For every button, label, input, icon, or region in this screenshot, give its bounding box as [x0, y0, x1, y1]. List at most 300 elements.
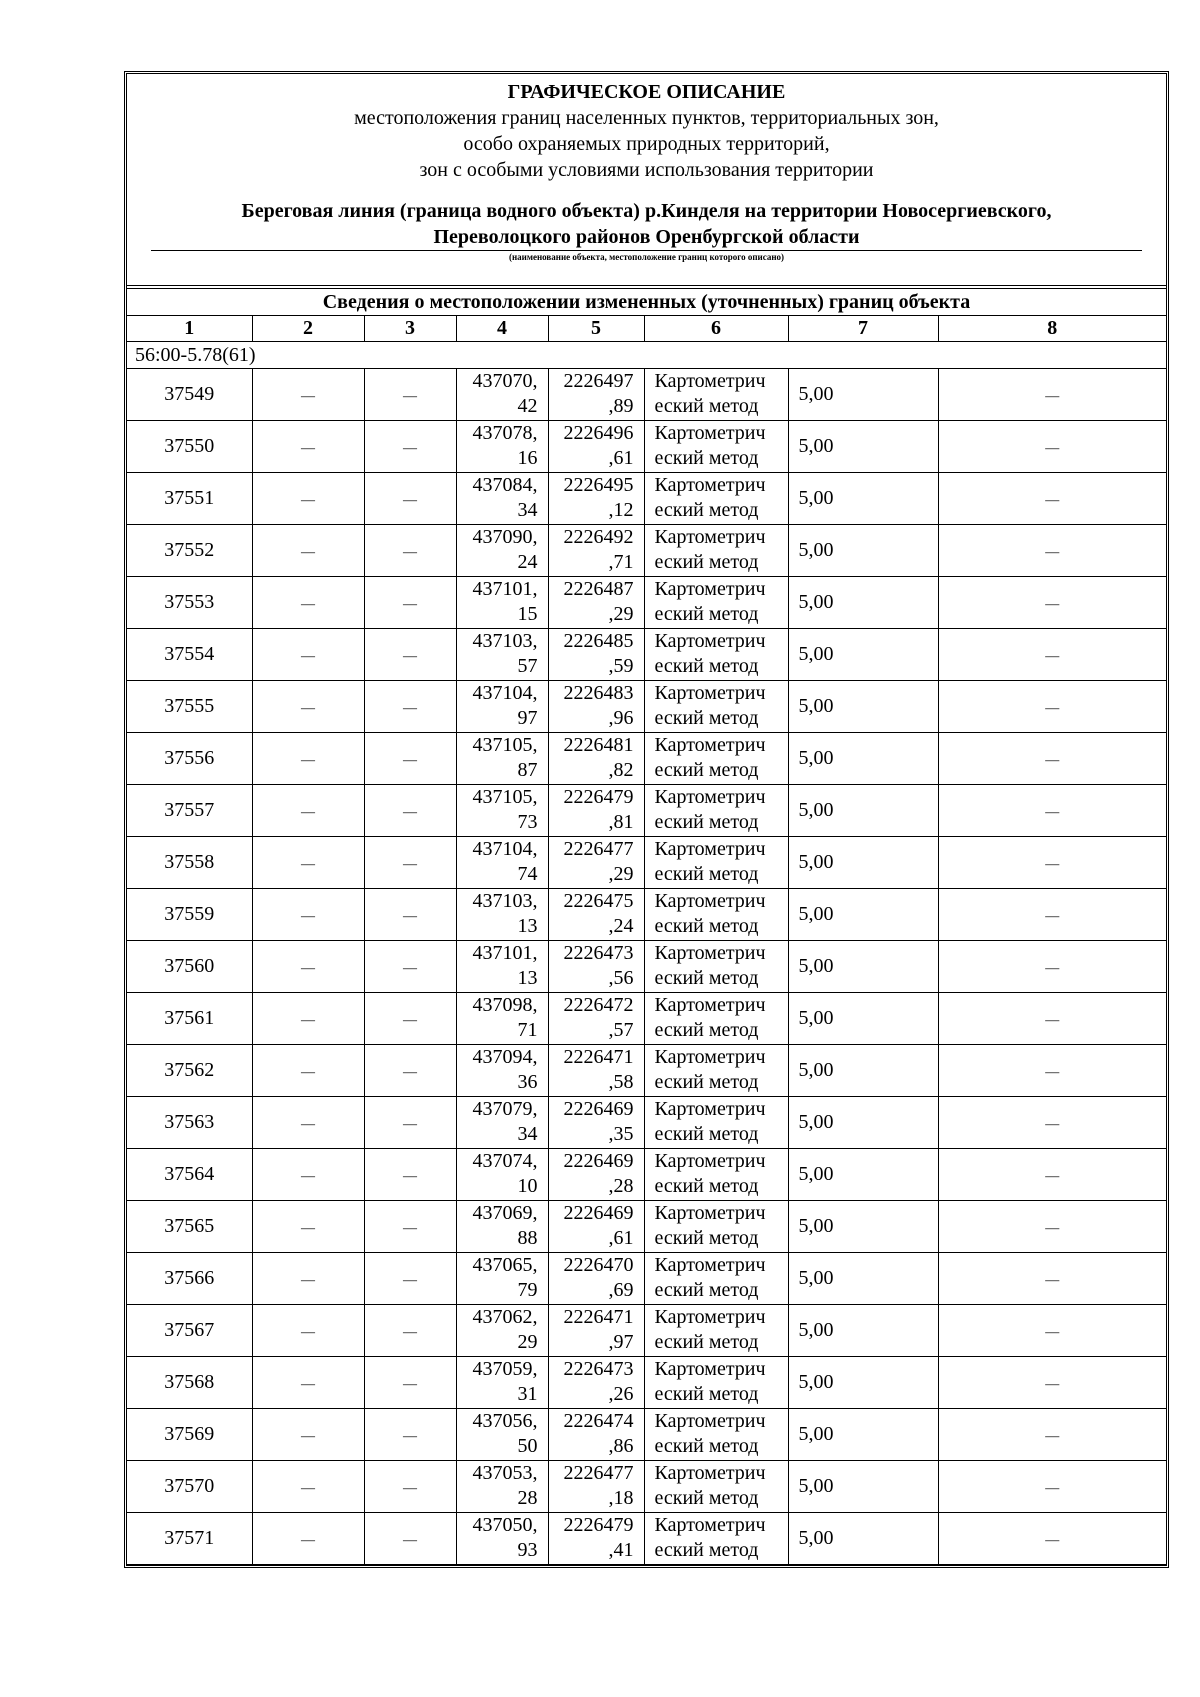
- point-number: [127, 1461, 252, 1513]
- x-coordinate-part2: 13: [517, 915, 538, 937]
- dash: —: [403, 545, 417, 560]
- empty-cell-col8: [938, 473, 1166, 525]
- empty-cell-col8: [938, 889, 1166, 941]
- precision-cell: [788, 1045, 938, 1097]
- point-number-text: 37553: [164, 591, 215, 613]
- table-row: [127, 1305, 1166, 1357]
- subtitle-line-2: особо охраняемых природных территорий,: [463, 133, 830, 155]
- x-coordinate-part2: 15: [517, 603, 538, 625]
- table-row: [127, 733, 1166, 785]
- empty-cell-col2: [252, 889, 364, 941]
- precision-cell: [788, 369, 938, 421]
- dash: —: [301, 1169, 315, 1184]
- dash: —: [1045, 909, 1060, 924]
- precision-cell: [788, 1149, 938, 1201]
- point-number: [127, 577, 252, 629]
- y-coordinate-part2: ,24: [608, 915, 634, 937]
- empty-cell-col2: [252, 1305, 364, 1357]
- y-coordinate: [548, 889, 644, 941]
- empty-cell-col3: [364, 577, 456, 629]
- y-coordinate-part2: ,12: [608, 499, 634, 521]
- precision-value: 5,00: [798, 747, 834, 769]
- empty-cell-col8: [938, 1513, 1166, 1565]
- precision-cell: [788, 1409, 938, 1461]
- point-number: [127, 941, 252, 993]
- x-coordinate-part1: 437101,: [472, 942, 538, 964]
- y-coordinate: [548, 733, 644, 785]
- x-coordinate-part2: 34: [517, 499, 538, 521]
- dash: —: [403, 1221, 417, 1236]
- table-row: [127, 629, 1166, 681]
- method-cell: [644, 421, 788, 473]
- method-part2: еский метод: [654, 1539, 759, 1561]
- point-number: [127, 1513, 252, 1565]
- dash: —: [301, 1377, 315, 1392]
- y-coordinate-part1: 2226471: [563, 1306, 634, 1328]
- table-row: [127, 681, 1166, 733]
- point-number-text: 37563: [164, 1111, 215, 1133]
- dash: —: [1045, 649, 1060, 664]
- empty-cell-col8: [938, 577, 1166, 629]
- method-part1: Картометрич: [654, 1046, 766, 1068]
- precision-value: 5,00: [798, 1007, 834, 1029]
- y-coordinate-part2: ,41: [608, 1539, 634, 1561]
- dash: —: [403, 961, 417, 976]
- dash: —: [1045, 597, 1060, 612]
- point-number: [127, 681, 252, 733]
- x-coordinate: [456, 525, 548, 577]
- method-cell: [644, 733, 788, 785]
- x-coordinate: [456, 681, 548, 733]
- dash: —: [301, 753, 315, 768]
- y-coordinate-part1: 2226473: [563, 942, 634, 964]
- y-coordinate-part1: 2226485: [563, 630, 634, 652]
- method-part2: еский метод: [654, 1019, 759, 1041]
- method-part1: Картометрич: [654, 422, 766, 444]
- empty-cell-col3: [364, 1305, 456, 1357]
- x-coordinate-part2: 73: [517, 811, 538, 833]
- x-coordinate-part2: 36: [517, 1071, 538, 1093]
- y-coordinate-part2: ,26: [608, 1383, 634, 1405]
- x-coordinate-part2: 31: [517, 1383, 538, 1405]
- x-coordinate-part1: 437065,: [472, 1254, 538, 1276]
- method-cell: [644, 525, 788, 577]
- point-number-text: 37565: [164, 1215, 215, 1237]
- empty-cell-col8: [938, 1201, 1166, 1253]
- method-part1: Картометрич: [654, 578, 766, 600]
- document-title: ГРАФИЧЕСКОЕ ОПИСАНИЕ: [507, 81, 786, 103]
- precision-cell: [788, 1201, 938, 1253]
- method-part2: еский метод: [654, 1123, 759, 1145]
- method-part1: Картометрич: [654, 1410, 766, 1432]
- method-part1: Картометрич: [654, 1358, 766, 1380]
- y-coordinate-part1: 2226497: [563, 370, 634, 392]
- empty-cell-col3: [364, 629, 456, 681]
- empty-cell-col3: [364, 681, 456, 733]
- method-part2: еский метод: [654, 655, 759, 677]
- dash: —: [403, 753, 417, 768]
- x-coordinate: [456, 473, 548, 525]
- x-coordinate-part1: 437098,: [472, 994, 538, 1016]
- empty-cell-col3: [364, 889, 456, 941]
- empty-cell-col8: [938, 1461, 1166, 1513]
- group-row: [127, 342, 1166, 369]
- method-part2: еский метод: [654, 915, 759, 937]
- dash: —: [1045, 1117, 1060, 1132]
- empty-cell-col2: [252, 1461, 364, 1513]
- dash: —: [1045, 961, 1060, 976]
- dash: —: [1045, 1325, 1060, 1340]
- y-coordinate-part1: 2226477: [563, 838, 634, 860]
- table-row: [127, 577, 1166, 629]
- empty-cell-col2: [252, 369, 364, 421]
- precision-cell: [788, 681, 938, 733]
- method-cell: [644, 837, 788, 889]
- method-part2: еский метод: [654, 499, 759, 521]
- precision-value: 5,00: [798, 435, 834, 457]
- x-coordinate-part2: 29: [517, 1331, 538, 1353]
- point-number: [127, 629, 252, 681]
- point-number: [127, 785, 252, 837]
- empty-cell-col8: [938, 941, 1166, 993]
- table-header-row: [127, 316, 1166, 342]
- dash: —: [1045, 441, 1060, 456]
- x-coordinate: [456, 577, 548, 629]
- point-number-text: 37560: [164, 955, 215, 977]
- empty-cell-col2: [252, 1201, 364, 1253]
- method-part1: Картометрич: [654, 1462, 766, 1484]
- empty-cell-col8: [938, 1045, 1166, 1097]
- x-coordinate-part1: 437084,: [472, 474, 538, 496]
- method-cell: [644, 1513, 788, 1565]
- empty-cell-col3: [364, 1097, 456, 1149]
- method-part1: Картометрич: [654, 1202, 766, 1224]
- x-coordinate-part1: 437090,: [472, 526, 538, 548]
- precision-cell: [788, 1357, 938, 1409]
- table-row: [127, 1201, 1166, 1253]
- dash: —: [403, 1533, 417, 1548]
- precision-cell: [788, 993, 938, 1045]
- column-header: 8: [938, 316, 1166, 342]
- y-coordinate-part2: ,61: [608, 447, 634, 469]
- table-row: [127, 1513, 1166, 1565]
- dash: —: [1045, 1273, 1060, 1288]
- x-coordinate-part2: 50: [517, 1435, 538, 1457]
- dash: —: [1045, 857, 1060, 872]
- empty-cell-col2: [252, 785, 364, 837]
- precision-cell: [788, 1305, 938, 1357]
- x-coordinate-part2: 13: [517, 967, 538, 989]
- dash: —: [1045, 545, 1060, 560]
- point-number-text: 37568: [164, 1371, 215, 1393]
- point-number-text: 37554: [164, 643, 215, 665]
- x-coordinate: [456, 1409, 548, 1461]
- coordinates-table: [127, 316, 1166, 1565]
- y-coordinate: [548, 1409, 644, 1461]
- dash: —: [301, 701, 315, 716]
- method-part1: Картометрич: [654, 1254, 766, 1276]
- precision-value: 5,00: [798, 383, 834, 405]
- column-header: 4: [456, 316, 548, 342]
- method-part2: еский метод: [654, 1331, 759, 1353]
- method-part1: Картометрич: [654, 734, 766, 756]
- point-number: [127, 733, 252, 785]
- x-coordinate-part2: 24: [517, 551, 538, 573]
- y-coordinate-part2: ,97: [608, 1331, 634, 1353]
- dash: —: [301, 1325, 315, 1340]
- method-cell: [644, 681, 788, 733]
- x-coordinate-part1: 437104,: [472, 682, 538, 704]
- precision-value: 5,00: [798, 1423, 834, 1445]
- table-row: [127, 1253, 1166, 1305]
- y-coordinate: [548, 993, 644, 1045]
- y-coordinate-part1: 2226474: [563, 1410, 634, 1432]
- x-coordinate-part2: 10: [517, 1175, 538, 1197]
- point-number: [127, 473, 252, 525]
- precision-cell: [788, 1461, 938, 1513]
- point-number: [127, 1357, 252, 1409]
- empty-cell-col3: [364, 1461, 456, 1513]
- y-coordinate: [548, 1513, 644, 1565]
- empty-cell-col8: [938, 369, 1166, 421]
- x-coordinate: [456, 1045, 548, 1097]
- x-coordinate-part2: 79: [517, 1279, 538, 1301]
- dash: —: [403, 1169, 417, 1184]
- dash: —: [301, 1117, 315, 1132]
- dash: —: [403, 1013, 417, 1028]
- x-coordinate-part1: 437103,: [472, 630, 538, 652]
- table-row: [127, 1149, 1166, 1201]
- x-coordinate: [456, 1253, 548, 1305]
- x-coordinate-part1: 437103,: [472, 890, 538, 912]
- dash: —: [1045, 1377, 1060, 1392]
- empty-cell-col2: [252, 577, 364, 629]
- dash: —: [403, 1429, 417, 1444]
- empty-cell-col8: [938, 1409, 1166, 1461]
- empty-cell-col8: [938, 1357, 1166, 1409]
- x-coordinate: [456, 629, 548, 681]
- method-cell: [644, 473, 788, 525]
- y-coordinate: [548, 1461, 644, 1513]
- y-coordinate-part2: ,28: [608, 1175, 634, 1197]
- x-coordinate-part1: 437105,: [472, 786, 538, 808]
- column-header: 3: [364, 316, 456, 342]
- method-part1: Картометрич: [654, 370, 766, 392]
- x-coordinate-part1: 437062,: [472, 1306, 538, 1328]
- dash: —: [403, 1065, 417, 1080]
- empty-cell-col2: [252, 941, 364, 993]
- dash: —: [301, 441, 315, 456]
- method-part2: еский метод: [654, 1175, 759, 1197]
- column-header: 6: [644, 316, 788, 342]
- y-coordinate: [548, 681, 644, 733]
- object-name-caption: (наименование объекта, местоположение границ которого описано): [508, 252, 785, 262]
- empty-cell-col2: [252, 733, 364, 785]
- precision-value: 5,00: [798, 903, 834, 925]
- x-coordinate-part2: 74: [517, 863, 538, 885]
- x-coordinate: [456, 1149, 548, 1201]
- group-label: 56:00-5.78(61): [127, 342, 1166, 369]
- x-coordinate-part1: 437070,: [472, 370, 538, 392]
- x-coordinate-part1: 437078,: [472, 422, 538, 444]
- empty-cell-col2: [252, 421, 364, 473]
- empty-cell-col2: [252, 1409, 364, 1461]
- x-coordinate: [456, 1305, 548, 1357]
- x-coordinate-part1: 437101,: [472, 578, 538, 600]
- y-coordinate-part1: 2226472: [563, 994, 634, 1016]
- method-part2: еский метод: [654, 603, 759, 625]
- x-coordinate-part2: 97: [517, 707, 538, 729]
- point-number-text: 37550: [164, 435, 215, 457]
- precision-value: 5,00: [798, 1163, 834, 1185]
- x-coordinate-part2: 16: [517, 447, 538, 469]
- dash: —: [403, 597, 417, 612]
- precision-value: 5,00: [798, 1215, 834, 1237]
- dash: —: [403, 701, 417, 716]
- precision-cell: [788, 473, 938, 525]
- method-part2: еский метод: [654, 1487, 759, 1509]
- dash: —: [301, 649, 315, 664]
- y-coordinate: [548, 941, 644, 993]
- dash: —: [403, 1273, 417, 1288]
- empty-cell-col3: [364, 369, 456, 421]
- y-coordinate: [548, 1357, 644, 1409]
- precision-cell: [788, 629, 938, 681]
- dash: —: [403, 857, 417, 872]
- y-coordinate-part2: ,35: [608, 1123, 634, 1145]
- point-number-text: 37551: [164, 487, 215, 509]
- y-coordinate-part2: ,29: [608, 863, 634, 885]
- method-cell: [644, 1149, 788, 1201]
- method-part2: еский метод: [654, 759, 759, 781]
- empty-cell-col2: [252, 1149, 364, 1201]
- x-coordinate: [456, 369, 548, 421]
- dash: —: [301, 1273, 315, 1288]
- empty-cell-col3: [364, 1045, 456, 1097]
- object-name-line-1: Береговая линия (граница водного объекта) р.Кинделя на территории Новосергиевского,: [241, 200, 1052, 222]
- dash: —: [403, 493, 417, 508]
- method-cell: [644, 369, 788, 421]
- x-coordinate-part2: 93: [517, 1539, 538, 1561]
- empty-cell-col3: [364, 733, 456, 785]
- empty-cell-col8: [938, 1097, 1166, 1149]
- empty-cell-col2: [252, 993, 364, 1045]
- table-row: [127, 473, 1166, 525]
- x-coordinate-part1: 437094,: [472, 1046, 538, 1068]
- y-coordinate-part2: ,58: [608, 1071, 634, 1093]
- y-coordinate-part2: ,96: [608, 707, 634, 729]
- empty-cell-col3: [364, 473, 456, 525]
- method-part2: еский метод: [654, 551, 759, 573]
- y-coordinate-part1: 2226477: [563, 1462, 634, 1484]
- point-number: [127, 1045, 252, 1097]
- precision-cell: [788, 421, 938, 473]
- x-coordinate-part2: 71: [517, 1019, 538, 1041]
- dash: —: [403, 1117, 417, 1132]
- empty-cell-col2: [252, 837, 364, 889]
- empty-cell-col8: [938, 421, 1166, 473]
- point-number-text: 37557: [164, 799, 215, 821]
- table-row: [127, 1357, 1166, 1409]
- table-row: [127, 785, 1166, 837]
- dash: —: [301, 909, 315, 924]
- method-cell: [644, 1357, 788, 1409]
- method-part1: Картометрич: [654, 1150, 766, 1172]
- precision-value: 5,00: [798, 1059, 834, 1081]
- table-row: [127, 1097, 1166, 1149]
- point-number: [127, 1149, 252, 1201]
- x-coordinate-part1: 437059,: [472, 1358, 538, 1380]
- method-part2: еский метод: [654, 1435, 759, 1457]
- column-header: 5: [548, 316, 644, 342]
- section-title: Сведения о местоположении измененных (уточненных) границ объекта: [127, 288, 1166, 316]
- point-number-text: 37559: [164, 903, 215, 925]
- empty-cell-col8: [938, 1305, 1166, 1357]
- point-number: [127, 421, 252, 473]
- y-coordinate-part1: 2226469: [563, 1150, 634, 1172]
- table-row: [127, 369, 1166, 421]
- precision-cell: [788, 577, 938, 629]
- empty-cell-col2: [252, 1045, 364, 1097]
- point-number-text: 37570: [164, 1475, 215, 1497]
- method-cell: [644, 1305, 788, 1357]
- dash: —: [1045, 1429, 1060, 1444]
- empty-cell-col2: [252, 1513, 364, 1565]
- precision-value: 5,00: [798, 643, 834, 665]
- precision-cell: [788, 525, 938, 577]
- method-part2: еский метод: [654, 1071, 759, 1093]
- method-cell: [644, 629, 788, 681]
- dash: —: [403, 389, 417, 404]
- column-header: 2: [252, 316, 364, 342]
- y-coordinate: [548, 421, 644, 473]
- dash: —: [1045, 1065, 1060, 1080]
- point-number-text: 37564: [164, 1163, 215, 1185]
- precision-value: 5,00: [798, 1319, 834, 1341]
- method-part2: еский метод: [654, 811, 759, 833]
- point-number: [127, 1097, 252, 1149]
- dash: —: [1045, 1533, 1060, 1548]
- y-coordinate: [548, 1253, 644, 1305]
- empty-cell-col8: [938, 681, 1166, 733]
- precision-value: 5,00: [798, 1267, 834, 1289]
- point-number-text: 37571: [164, 1527, 215, 1549]
- table-row: [127, 837, 1166, 889]
- dash: —: [301, 1481, 315, 1496]
- y-coordinate: [548, 369, 644, 421]
- y-coordinate-part1: 2226487: [563, 578, 634, 600]
- precision-value: 5,00: [798, 1111, 834, 1133]
- x-coordinate-part2: 28: [517, 1487, 538, 1509]
- method-part2: еский метод: [654, 967, 759, 989]
- x-coordinate-part1: 437056,: [472, 1410, 538, 1432]
- method-part2: еский метод: [654, 1383, 759, 1405]
- y-coordinate: [548, 473, 644, 525]
- precision-cell: [788, 1097, 938, 1149]
- empty-cell-col2: [252, 1357, 364, 1409]
- y-coordinate: [548, 629, 644, 681]
- dash: —: [301, 545, 315, 560]
- dash: —: [403, 1377, 417, 1392]
- method-cell: [644, 1097, 788, 1149]
- y-coordinate-part2: ,86: [608, 1435, 634, 1457]
- dash: —: [301, 1013, 315, 1028]
- empty-cell-col3: [364, 1409, 456, 1461]
- y-coordinate-part2: ,56: [608, 967, 634, 989]
- x-coordinate: [456, 1513, 548, 1565]
- empty-cell-col8: [938, 993, 1166, 1045]
- object-name-line-2: Переволоцкого районов Оренбургской области: [433, 226, 860, 248]
